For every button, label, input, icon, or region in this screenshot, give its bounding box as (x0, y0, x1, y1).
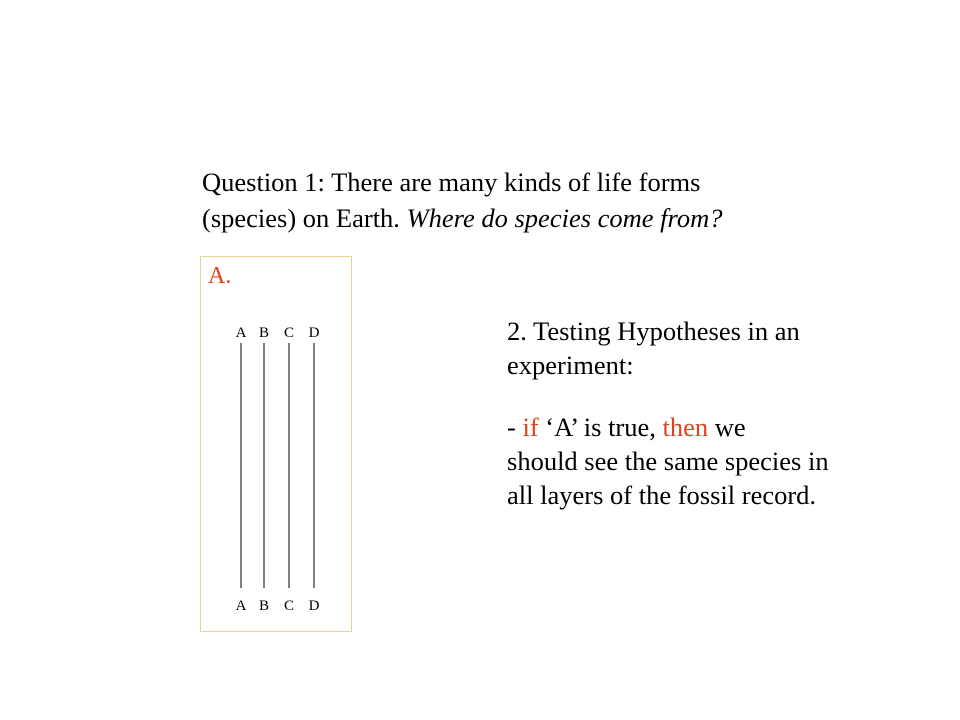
hypothesis-body (507, 410, 907, 512)
species-label-bottom-c: C (283, 598, 295, 614)
question-text (202, 164, 902, 236)
hypothesis-title (507, 314, 907, 382)
species-label-top-c: C (283, 325, 295, 341)
hypothesis-dash: - (507, 412, 523, 442)
species-diagram (200, 256, 352, 632)
question-line2: (species) on Earth. (202, 203, 407, 233)
species-label-bottom-d: D (308, 598, 320, 614)
species-label-top-b: B (258, 325, 270, 341)
hypothesis-then: then (662, 412, 709, 442)
species-lines-svg (201, 257, 353, 633)
hypothesis-if: if (522, 412, 539, 442)
hypothesis-quote: ‘A’ is true, (538, 412, 663, 442)
hypothesis-line2: should see the same species in (507, 446, 829, 476)
species-label-bottom-b: B (258, 598, 270, 614)
hypothesis-title-line1: 2. Testing Hypotheses in an (507, 316, 800, 346)
diagram-label: A. (208, 263, 232, 289)
hypothesis-line3: all layers of the fossil record. (507, 480, 817, 510)
question-line1: Question 1: There are many kinds of life forms (202, 167, 701, 197)
species-label-top-a: A (235, 325, 247, 341)
hypothesis-title-line2: experiment: (507, 350, 634, 380)
species-label-bottom-a: A (235, 598, 247, 614)
hypothesis-rest1: we (708, 412, 746, 442)
species-label-top-d: D (308, 325, 320, 341)
question-italic: Where do species come from? (406, 203, 723, 233)
